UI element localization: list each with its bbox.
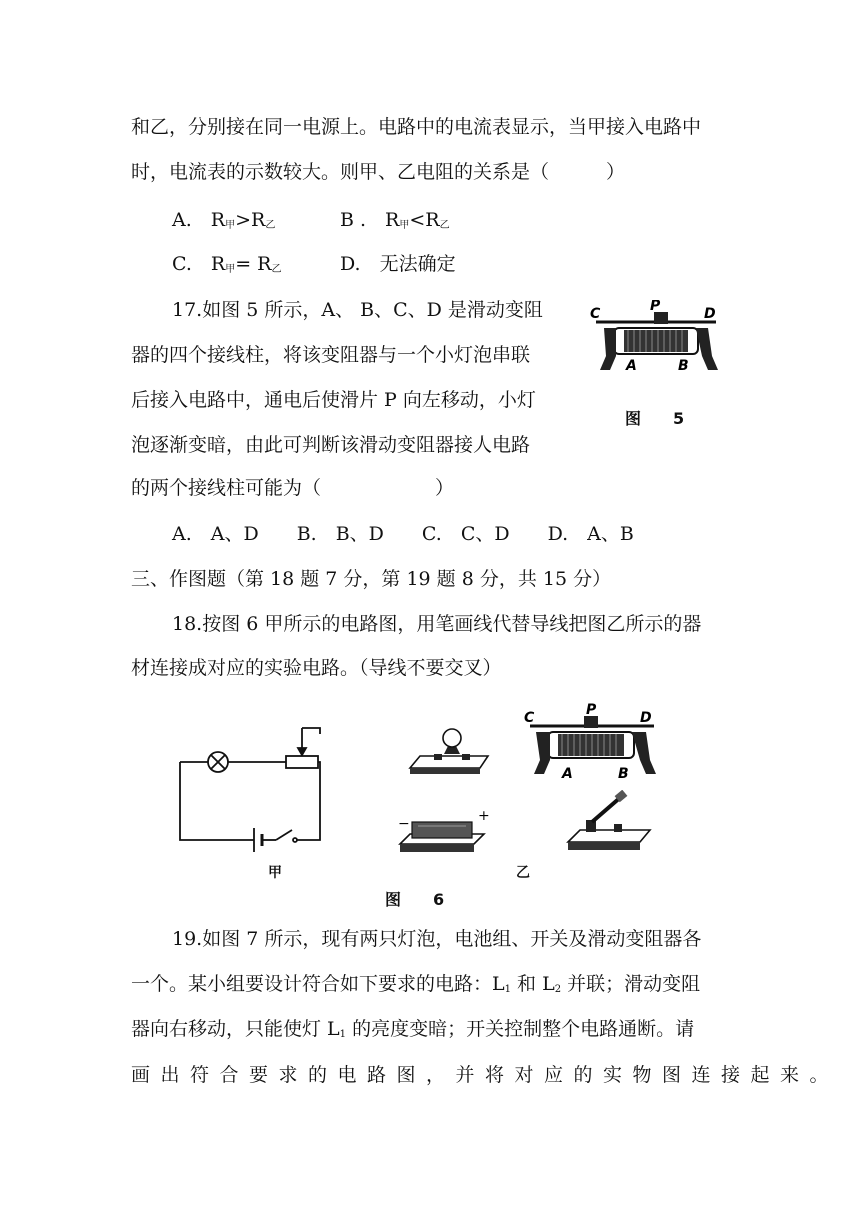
rheostat-component [522, 702, 662, 782]
q19-line3: 器向右移动，只能使灯 $L_1$ 的亮度变暗；开关控制整个电路通断。请 [131, 1018, 695, 1040]
q16-option-c: C. $R_甲= R_乙$ [172, 253, 282, 275]
knife-switch [560, 790, 660, 860]
figure-5-rheostat [586, 300, 726, 380]
label-yi: 乙 [516, 865, 530, 881]
battery-box [392, 808, 492, 858]
q16-line1: 和乙，分别接在同一电源上。电路中的电流表显示，当甲接入电路中 [131, 116, 702, 138]
rheostat2-terminal-b: B [618, 766, 629, 782]
q17-line5: 的两个接线柱可能为（ ） [131, 477, 455, 499]
q18-line1: 18.按图 6 甲所示的电路图，用笔画线代替导线把图乙所示的器 [172, 613, 702, 635]
terminal-d-label: D [704, 306, 716, 322]
rheostat2-terminal-c: C [524, 710, 535, 726]
terminal-c-label: C [590, 306, 601, 322]
lamp-on-board [400, 720, 500, 780]
terminal-a-label: A [626, 358, 637, 374]
q16-option-b: B . $R_甲<R_乙$ [340, 209, 450, 231]
label-jia: 甲 [268, 865, 282, 881]
q17-options: A. A、D B. B、D C. C、D D. A、B [172, 523, 634, 545]
q19-line4: 画出符合要求的电路图，并将对应的实物图连接起来。 [131, 1064, 840, 1086]
section3-heading: 三、作图题（第 18 题 7 分，第 19 题 8 分，共 15 分） [131, 568, 612, 590]
q19-line1: 19.如图 7 所示，现有两只灯泡，电池组、开关及滑动变阻器各 [172, 928, 702, 950]
figure-5-caption: 图 5 [625, 409, 685, 428]
q16-option-d: D. 无法确定 [340, 253, 456, 275]
q17-line1: 17.如图 5 所示，A、 B、C、D 是滑动变阻 [172, 299, 543, 321]
battery-plus-sign: + [478, 808, 490, 824]
figure-6-circuit-diagram [170, 720, 340, 860]
q17-line2: 器的四个接线柱，将该变阻器与一个小灯泡串联 [131, 344, 531, 366]
q16-option-a: A. $R_甲>R_乙$ [172, 209, 276, 231]
terminal-b-label: B [678, 358, 689, 374]
q16-line2: 时，电流表的示数较大。则甲、乙电阻的关系是（ ） [131, 161, 626, 183]
rheostat2-terminal-p: P [586, 702, 597, 718]
q18-line2: 材连接成对应的实验电路。（导线不要交叉） [131, 657, 502, 679]
figure-6-caption: 图 6 [385, 890, 445, 909]
rheostat2-terminal-a: A [562, 766, 573, 782]
q19-line2: 一个。某小组要设计符合如下要求的电路：$L_1$ 和 $L_2$ 并联；滑动变阻 [131, 973, 701, 995]
q17-line3: 后接入电路中，通电后使滑片 P 向左移动，小灯 [131, 389, 536, 411]
terminal-p-label: P [650, 300, 661, 314]
battery-minus-sign: − [398, 816, 410, 832]
q17-line4: 泡逐渐变暗，由此可判断该滑动变阻器接人电路 [131, 434, 531, 456]
rheostat2-terminal-d: D [640, 710, 652, 726]
